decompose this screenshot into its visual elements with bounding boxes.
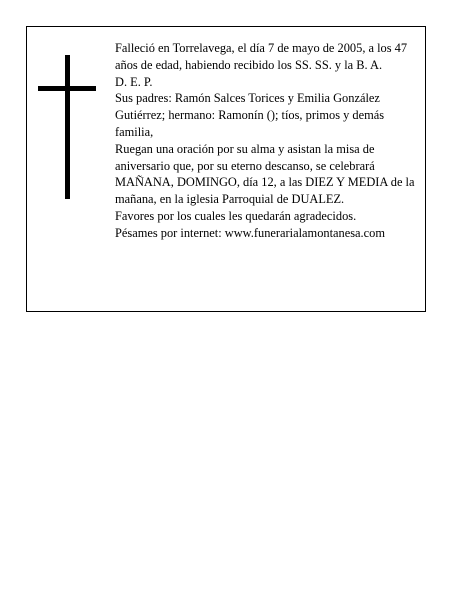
- death-announcement: Falleció en Torrelavega, el día 7 de mayo de 2005, a los 47 años de edad, habiendo recibido los SS. SS. y la B. A.: [115, 41, 408, 72]
- cross-vertical-bar: [65, 55, 70, 199]
- online-condolences: Pésames por internet: www.funerarialamontanesa.com: [115, 225, 385, 240]
- gratitude-note: Favores por los cuales les quedarán agradecidos.: [115, 208, 357, 223]
- rest-in-peace: D. E. P.: [115, 74, 153, 89]
- obituary-notice: [26, 26, 426, 312]
- mass-invitation: Ruegan una oración por su alma y asistan la misa de aniversario que, por su eterno descanso, se celebrará MAÑANA, DOMINGO, día 12, a las DIEZ Y MEDIA de la mañana, en la iglesia Parroquial de DUALEZ.: [115, 141, 415, 207]
- latin-cross-icon: [38, 55, 96, 199]
- cross-horizontal-bar: [38, 86, 96, 91]
- family-members: Sus padres: Ramón Salces Torices y Emilia González Gutiérrez; hermano: Ramonín (); tíos, primos y demás familia,: [115, 91, 385, 139]
- notice-text: [115, 40, 415, 242]
